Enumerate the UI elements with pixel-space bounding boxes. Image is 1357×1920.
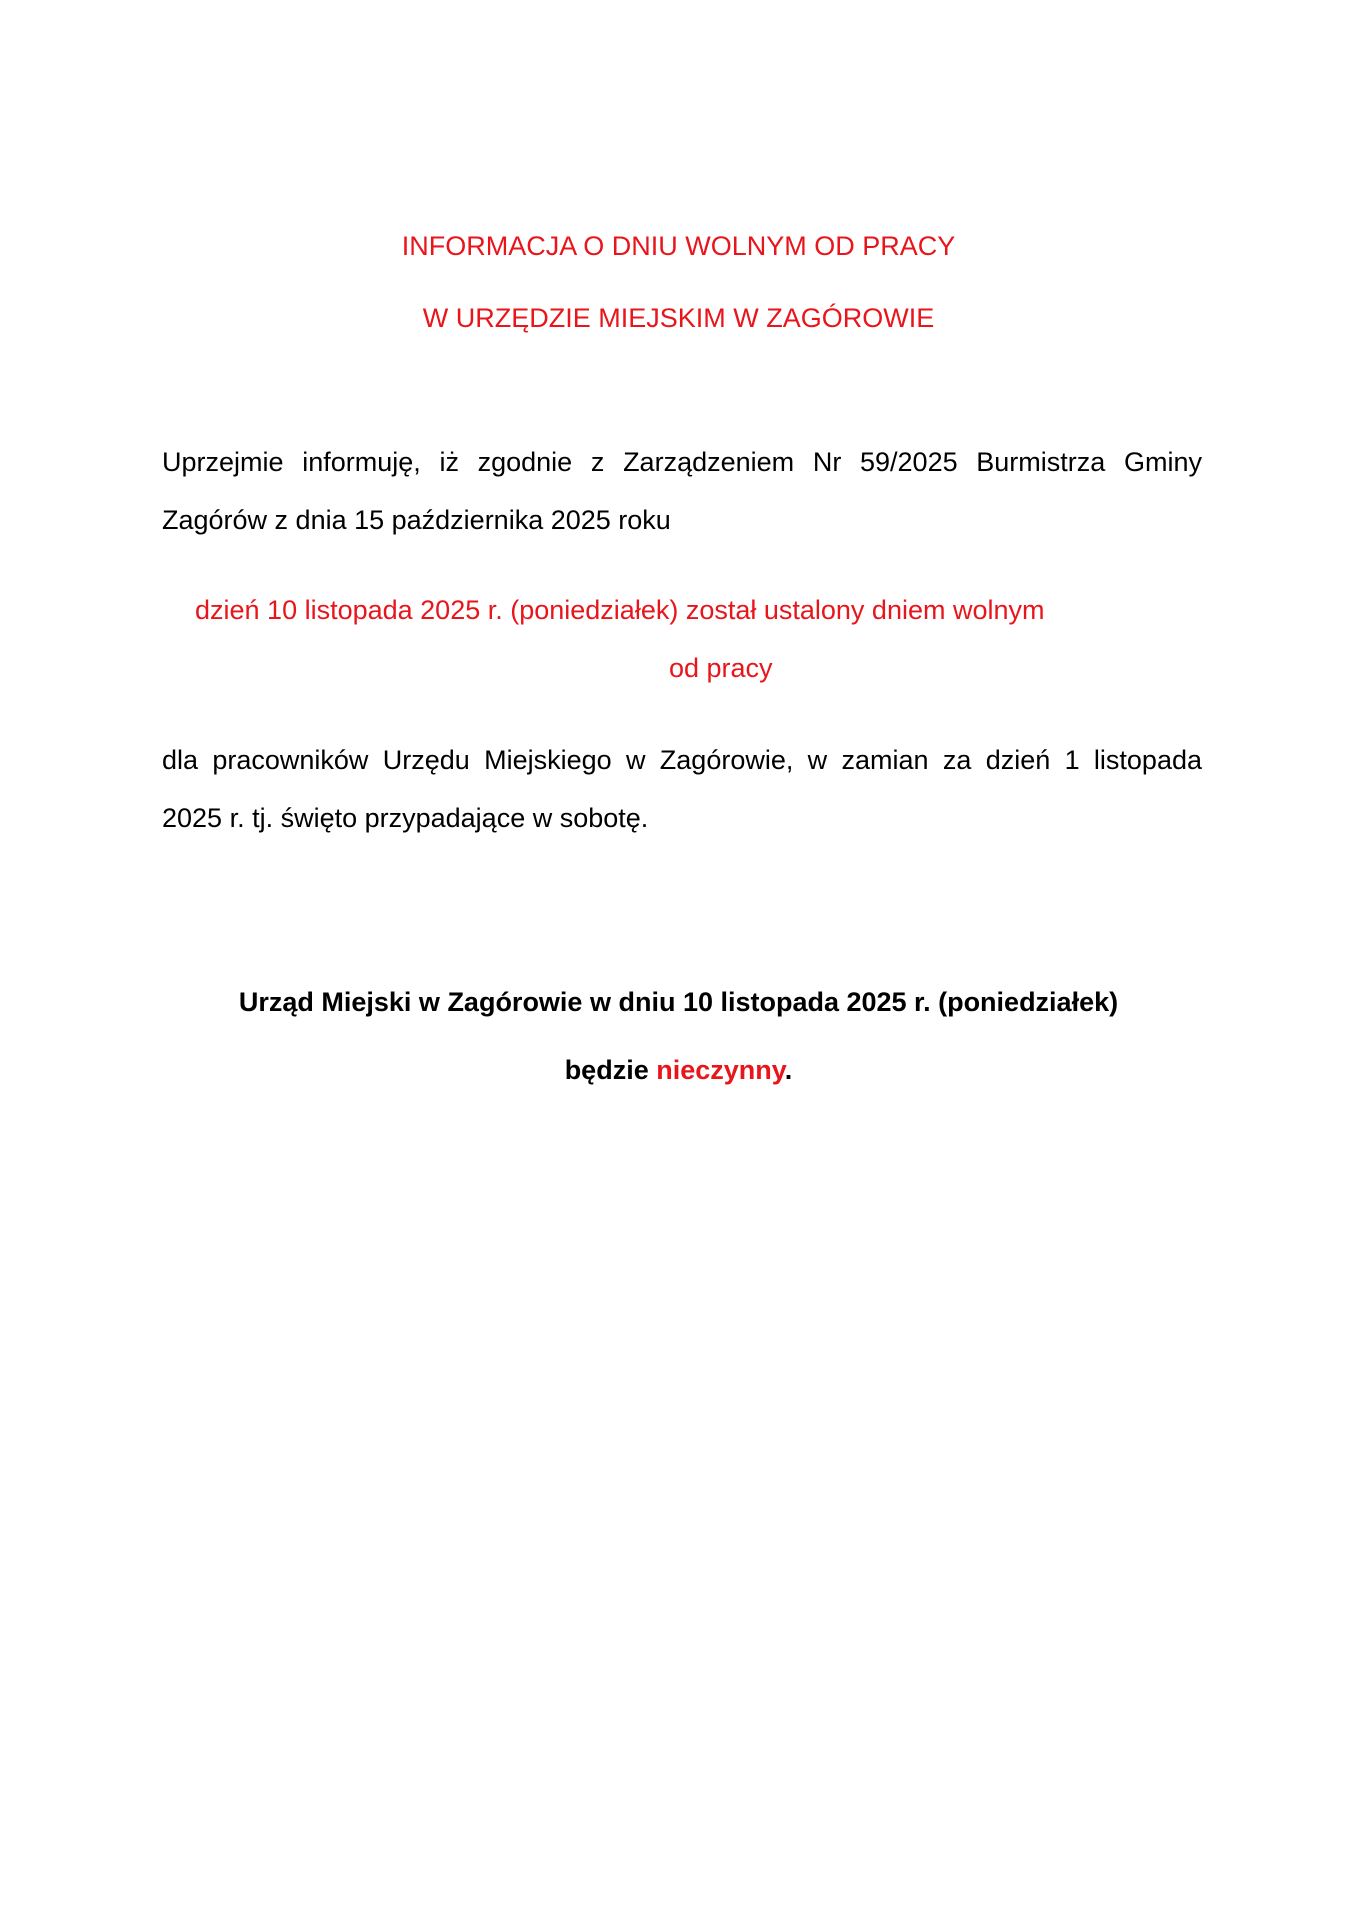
closing-statement-line1: Urząd Miejski w Zagórowie w dniu 10 listopada 2025 r. (poniedziałek) bbox=[238, 987, 1119, 1017]
details-paragraph-line1: dla pracowników Urzędu Miejskiego w Zagórowie, w zamian za dzień 1 listopada bbox=[162, 745, 1202, 775]
header-title-line1: INFORMACJA O DNIU WOLNYM OD PRACY bbox=[401, 231, 956, 261]
closing-period: . bbox=[784, 1055, 793, 1085]
header-title-line2: W URZĘDZIE MIEJSKIM W ZAGÓROWIE bbox=[422, 303, 935, 333]
closing-statement-line2 bbox=[0, 1052, 1357, 1088]
highlight-line2: od pracy bbox=[669, 653, 773, 683]
closing-prefix: będzie bbox=[564, 1055, 649, 1085]
highlight-line1: dzień 10 listopada 2025 r. (poniedziałek) został ustalony dniem wolnym bbox=[195, 595, 1045, 625]
intro-paragraph-line2: Zagórów z dnia 15 października 2025 roku bbox=[162, 505, 671, 535]
closed-status-word: nieczynny bbox=[656, 1055, 785, 1085]
details-paragraph-line2: 2025 r. tj. święto przypadające w sobotę. bbox=[162, 803, 649, 833]
intro-paragraph-line1: Uprzejmie informuję, iż zgodnie z Zarządzeniem Nr 59/2025 Burmistrza Gminy bbox=[162, 447, 1202, 477]
